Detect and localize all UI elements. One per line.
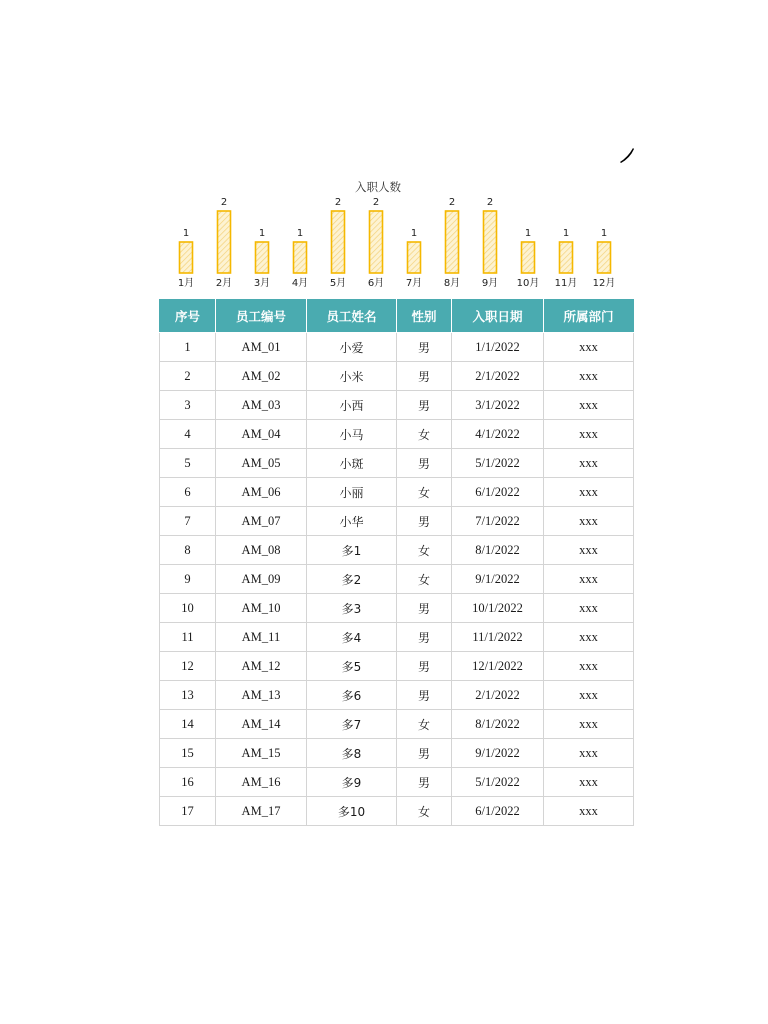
table-row <box>160 391 634 420</box>
category-label-2: 2月 <box>215 278 233 289</box>
cell-department: xxx <box>544 797 634 826</box>
cell-hire-date: 2/1/2022 <box>452 362 544 391</box>
table-row <box>160 478 634 507</box>
table-row <box>160 623 634 652</box>
cell-employee-id: AM_07 <box>216 507 307 536</box>
cell-employee-name: 小丽 <box>307 478 397 507</box>
cell-gender: 男 <box>397 681 452 710</box>
cell-hire-date: 11/1/2022 <box>452 623 544 652</box>
bar-5 <box>332 211 345 273</box>
cell-employee-id: AM_10 <box>216 594 307 623</box>
cell-gender: 男 <box>397 652 452 681</box>
cell-department: xxx <box>544 507 634 536</box>
cell-department: xxx <box>544 710 634 739</box>
header-hire-date: 入职日期 <box>452 299 544 333</box>
cell-gender: 男 <box>397 391 452 420</box>
cell-hire-date: 8/1/2022 <box>452 536 544 565</box>
bar-value-label-3: 1 <box>258 228 266 239</box>
cell-index: 11 <box>160 623 216 652</box>
cell-gender: 女 <box>397 478 452 507</box>
table-row <box>160 449 634 478</box>
cell-department: xxx <box>544 739 634 768</box>
cell-index: 17 <box>160 797 216 826</box>
table-row <box>160 797 634 826</box>
cell-gender: 男 <box>397 739 452 768</box>
cell-employee-id: AM_03 <box>216 391 307 420</box>
header-gender: 性别 <box>397 299 452 333</box>
cell-employee-id: AM_04 <box>216 420 307 449</box>
table-row <box>160 594 634 623</box>
cell-hire-date: 9/1/2022 <box>452 565 544 594</box>
category-label-10: 10月 <box>516 278 540 289</box>
bar-value-label-11: 1 <box>562 228 570 239</box>
bar-value-label-7: 1 <box>410 228 418 239</box>
category-label-6: 6月 <box>367 278 385 289</box>
cell-hire-date: 6/1/2022 <box>452 478 544 507</box>
cell-hire-date: 8/1/2022 <box>452 710 544 739</box>
bar-10 <box>522 242 535 273</box>
bar-1 <box>180 242 193 273</box>
bar-value-label-2: 2 <box>220 197 228 208</box>
category-label-7: 7月 <box>405 278 423 289</box>
table-row <box>160 768 634 797</box>
cell-department: xxx <box>544 478 634 507</box>
bar-7 <box>408 242 421 273</box>
cell-employee-id: AM_17 <box>216 797 307 826</box>
bar-value-label-8: 2 <box>448 197 456 208</box>
cell-employee-id: AM_14 <box>216 710 307 739</box>
category-label-12: 12月 <box>592 278 616 289</box>
hiring-count-chart <box>160 176 632 296</box>
cell-employee-name: 多10 <box>307 797 397 826</box>
cell-gender: 男 <box>397 507 452 536</box>
cell-department: xxx <box>544 362 634 391</box>
cell-gender: 男 <box>397 449 452 478</box>
pen-stroke-mark <box>614 142 638 166</box>
chart-title: 入职人数 <box>355 180 401 194</box>
cell-department: xxx <box>544 391 634 420</box>
header-employee-name: 员工姓名 <box>307 299 397 333</box>
cell-employee-id: AM_11 <box>216 623 307 652</box>
cell-index: 4 <box>160 420 216 449</box>
cell-hire-date: 6/1/2022 <box>452 797 544 826</box>
table-row <box>160 420 634 449</box>
cell-hire-date: 2/1/2022 <box>452 681 544 710</box>
cell-employee-name: 多8 <box>307 739 397 768</box>
cell-department: xxx <box>544 536 634 565</box>
bar-11 <box>560 242 573 273</box>
cell-employee-name: 多9 <box>307 768 397 797</box>
bar-value-label-12: 1 <box>600 228 608 239</box>
bar-12 <box>598 242 611 273</box>
cell-index: 15 <box>160 739 216 768</box>
cell-hire-date: 3/1/2022 <box>452 391 544 420</box>
bars-layer <box>178 197 616 289</box>
cell-index: 2 <box>160 362 216 391</box>
table-row <box>160 739 634 768</box>
cell-employee-name: 小斑 <box>307 449 397 478</box>
cell-employee-id: AM_05 <box>216 449 307 478</box>
table-row <box>160 362 634 391</box>
cell-employee-name: 多3 <box>307 594 397 623</box>
bar-value-label-10: 1 <box>524 228 532 239</box>
cell-employee-name: 多4 <box>307 623 397 652</box>
category-label-11: 11月 <box>554 278 578 289</box>
cell-employee-id: AM_01 <box>216 333 307 362</box>
category-label-5: 5月 <box>329 278 347 289</box>
cell-index: 3 <box>160 391 216 420</box>
header-employee-id: 员工编号 <box>216 299 307 333</box>
cell-employee-name: 多5 <box>307 652 397 681</box>
cell-index: 10 <box>160 594 216 623</box>
cell-index: 9 <box>160 565 216 594</box>
cell-department: xxx <box>544 623 634 652</box>
cell-employee-name: 多7 <box>307 710 397 739</box>
cell-gender: 女 <box>397 565 452 594</box>
cell-employee-id: AM_08 <box>216 536 307 565</box>
chart-canvas <box>160 176 632 296</box>
cell-department: xxx <box>544 565 634 594</box>
cell-index: 13 <box>160 681 216 710</box>
bar-value-label-6: 2 <box>372 197 380 208</box>
cell-index: 16 <box>160 768 216 797</box>
cell-hire-date: 12/1/2022 <box>452 652 544 681</box>
cell-index: 12 <box>160 652 216 681</box>
cell-department: xxx <box>544 594 634 623</box>
header-index: 序号 <box>160 299 216 333</box>
cell-department: xxx <box>544 333 634 362</box>
table-row <box>160 710 634 739</box>
table-body <box>160 333 634 826</box>
cell-employee-id: AM_06 <box>216 478 307 507</box>
cell-gender: 男 <box>397 768 452 797</box>
bar-3 <box>256 242 269 273</box>
cell-gender: 女 <box>397 797 452 826</box>
bar-6 <box>370 211 383 273</box>
cell-employee-name: 小爱 <box>307 333 397 362</box>
cell-hire-date: 1/1/2022 <box>452 333 544 362</box>
category-label-1: 1月 <box>177 278 195 289</box>
bar-value-label-5: 2 <box>334 197 342 208</box>
table-row <box>160 333 634 362</box>
table-row <box>160 681 634 710</box>
cell-hire-date: 7/1/2022 <box>452 507 544 536</box>
cell-index: 7 <box>160 507 216 536</box>
table-row <box>160 652 634 681</box>
cell-employee-name: 小马 <box>307 420 397 449</box>
bar-value-label-4: 1 <box>296 228 304 239</box>
cell-department: xxx <box>544 420 634 449</box>
table-row <box>160 507 634 536</box>
cell-department: xxx <box>544 449 634 478</box>
cell-employee-name: 小华 <box>307 507 397 536</box>
employee-table <box>159 299 634 826</box>
table-row <box>160 536 634 565</box>
cell-index: 6 <box>160 478 216 507</box>
cell-index: 5 <box>160 449 216 478</box>
cell-gender: 女 <box>397 420 452 449</box>
cell-employee-id: AM_09 <box>216 565 307 594</box>
cell-employee-name: 多6 <box>307 681 397 710</box>
cell-employee-id: AM_12 <box>216 652 307 681</box>
cell-hire-date: 5/1/2022 <box>452 768 544 797</box>
cell-department: xxx <box>544 768 634 797</box>
cell-hire-date: 4/1/2022 <box>452 420 544 449</box>
cell-department: xxx <box>544 681 634 710</box>
bar-9 <box>484 211 497 273</box>
category-label-8: 8月 <box>443 278 461 289</box>
cell-gender: 男 <box>397 362 452 391</box>
cell-index: 1 <box>160 333 216 362</box>
cell-gender: 女 <box>397 710 452 739</box>
cell-gender: 女 <box>397 536 452 565</box>
category-label-9: 9月 <box>481 278 499 289</box>
cell-employee-id: AM_15 <box>216 739 307 768</box>
cell-employee-id: AM_02 <box>216 362 307 391</box>
cell-department: xxx <box>544 652 634 681</box>
table-header-row <box>160 299 634 333</box>
cell-gender: 男 <box>397 594 452 623</box>
bar-2 <box>218 211 231 273</box>
cell-hire-date: 5/1/2022 <box>452 449 544 478</box>
cell-employee-name: 小米 <box>307 362 397 391</box>
cell-employee-name: 多1 <box>307 536 397 565</box>
cell-hire-date: 10/1/2022 <box>452 594 544 623</box>
bar-4 <box>294 242 307 273</box>
bar-value-label-9: 2 <box>486 197 494 208</box>
cell-hire-date: 9/1/2022 <box>452 739 544 768</box>
bar-8 <box>446 211 459 273</box>
cell-employee-id: AM_16 <box>216 768 307 797</box>
cell-index: 14 <box>160 710 216 739</box>
cell-employee-id: AM_13 <box>216 681 307 710</box>
cell-gender: 男 <box>397 333 452 362</box>
category-label-4: 4月 <box>291 278 309 289</box>
cell-employee-name: 小西 <box>307 391 397 420</box>
category-label-3: 3月 <box>253 278 271 289</box>
cell-index: 8 <box>160 536 216 565</box>
header-department: 所属部门 <box>544 299 634 333</box>
cell-employee-name: 多2 <box>307 565 397 594</box>
table-row <box>160 565 634 594</box>
cell-gender: 男 <box>397 623 452 652</box>
bar-value-label-1: 1 <box>182 228 190 239</box>
